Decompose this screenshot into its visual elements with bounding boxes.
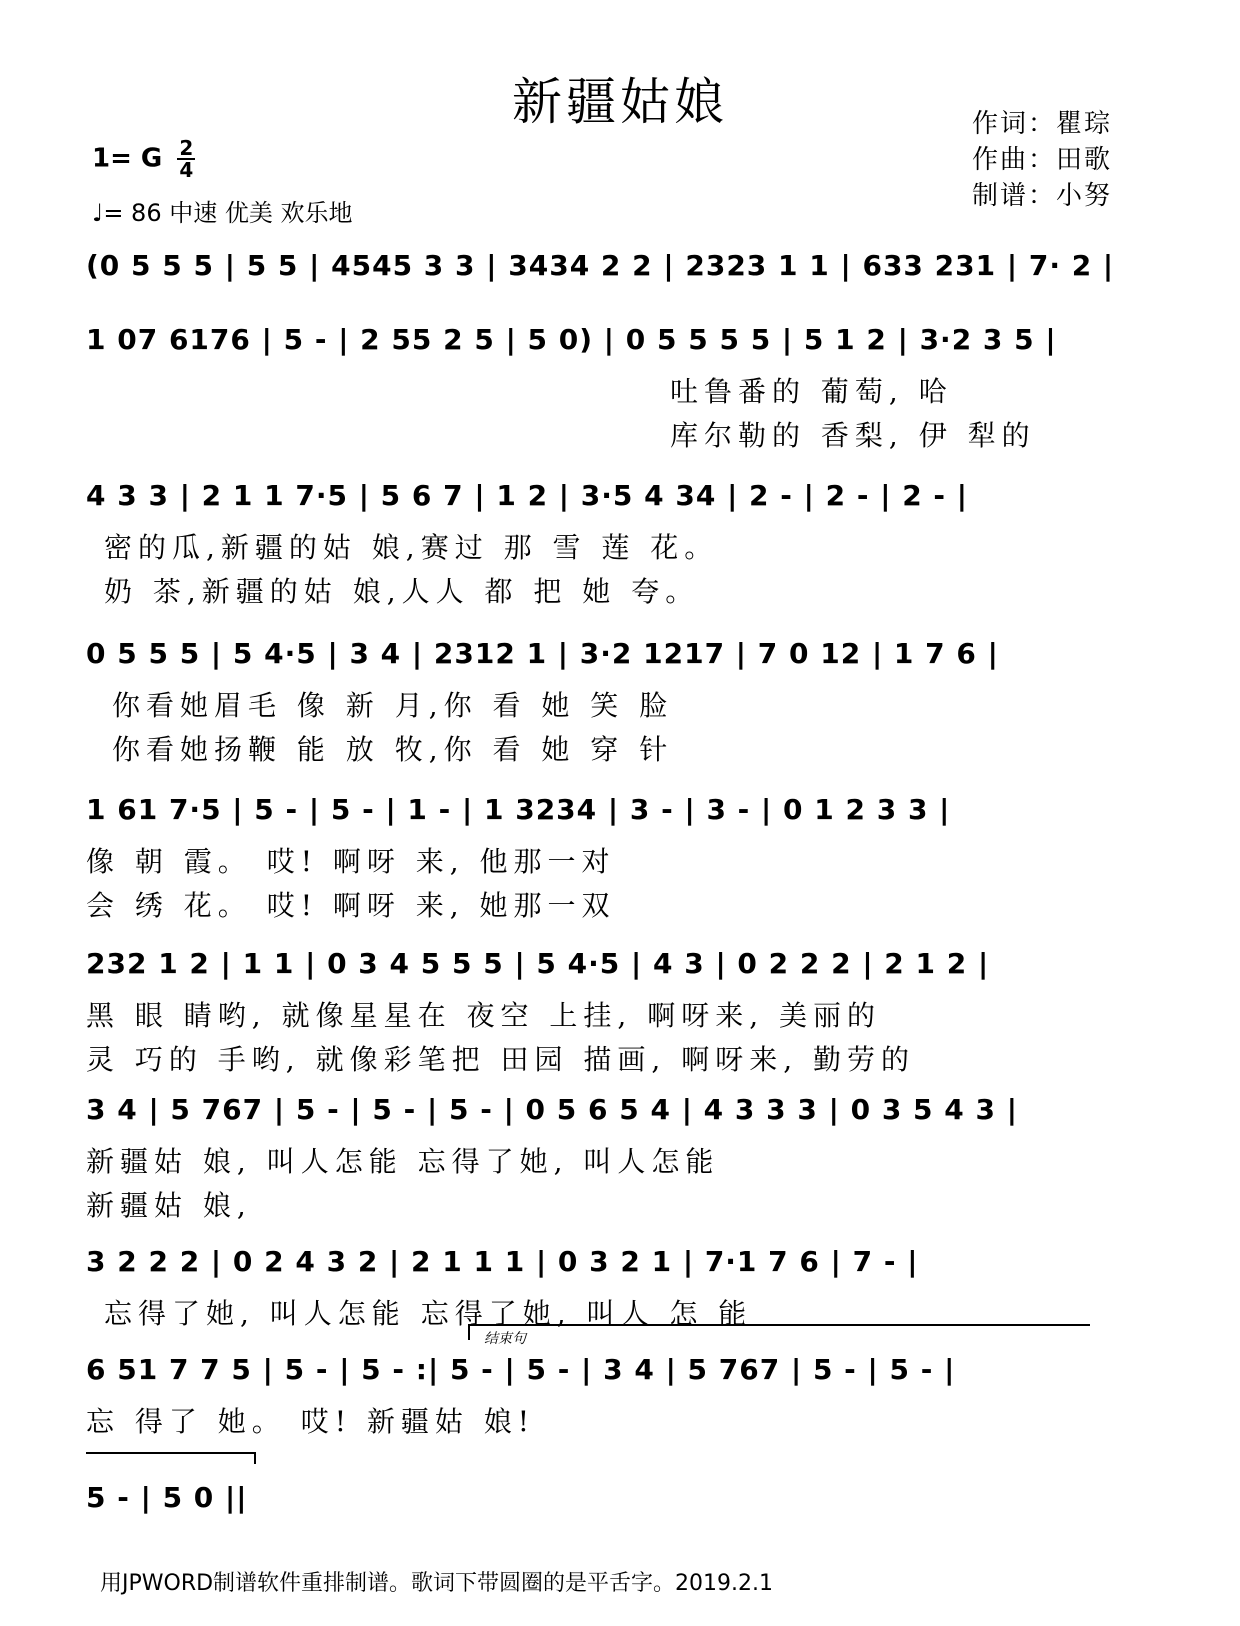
lyric-verse-1: 你看她眉毛 像 新 月,你 看 她 笑 脸 (112, 689, 674, 722)
ending-bracket-continuation (86, 1452, 256, 1464)
lyric-verse-1: 吐鲁番的 葡萄, 哈 (670, 375, 953, 408)
lyric-verse-2: 奶 茶,新疆的姑 娘,人人 都 把 她 夸。 (104, 575, 700, 608)
notes-line: 232 1 2 | 1 1 | 0 3 4 5 5 5 | 5 4·5 | 4 3 | 0 2 2 2 | 2 1 2 | (86, 947, 990, 980)
system-6 (86, 942, 1146, 1092)
notes-line: 1 07 6176 | 5 - | 2 55 2 5 | 5 0) | 0 5 5 5 5 | 5 1 2 | 3·2 3 5 | (86, 323, 1057, 356)
lyric-verse-2: 库尔勒的 香梨, 伊 犁的 (670, 419, 1036, 452)
engraver: 制谱：小努 (972, 181, 1113, 211)
composer: 作曲：田歌 (972, 145, 1113, 175)
credits (972, 106, 1112, 214)
lyric-verse-2: 新疆姑 娘, (86, 1189, 252, 1222)
system-10 (86, 1476, 266, 1626)
song-title: 新疆姑娘 (512, 73, 728, 131)
lyric-verse-2: 灵 巧的 手哟, 就像彩笔把 田园 描画, 啊呀来, 勤劳的 (86, 1043, 916, 1076)
notes-line: 1 61 7·5 | 5 - | 5 - | 1 - | 1 3234 | 3 - | 3 - | 0 1 2 3 3 | (86, 793, 951, 826)
lyric-verse-1: 黑 眼 睛哟, 就像星星在 夜空 上挂, 啊呀来, 美丽的 (86, 999, 882, 1032)
system-7 (86, 1088, 1146, 1238)
ending-bracket (468, 1324, 1090, 1347)
footer-note: 用JPWORD制谱软件重排制谱。歌词下带圆圈的是平舌字。2019.2.1 (100, 1571, 774, 1596)
system-4 (86, 632, 1146, 782)
system-5 (86, 788, 1146, 938)
time-signature (177, 138, 195, 180)
lyricist: 作词：瞿琮 (972, 109, 1113, 139)
lyric-verse-2: 你看她扬鞭 能 放 牧,你 看 她 穿 针 (112, 733, 674, 766)
lyric-verse-1: 忘 得了 她。 哎! 新疆姑 娘! (86, 1405, 536, 1438)
time-bottom: 4 (179, 158, 194, 182)
system-2 (86, 318, 1146, 468)
lyric-verse-1: 新疆姑 娘, 叫人怎能 忘得了她, 叫人怎能 (86, 1145, 720, 1178)
lyric-verse-1: 密的瓜,新疆的姑 娘,赛过 那 雪 莲 花。 (104, 531, 719, 564)
key-text: 1= G (92, 143, 163, 174)
notes-line: 3 4 | 5 767 | 5 - | 5 - | 5 - | 0 5 6 5 4 | 4 3 3 3 | 0 3 5 4 3 | (86, 1093, 1018, 1126)
ending-label: 结束句 (484, 1331, 526, 1347)
lyric-verse-1: 忘得了她, 叫人怎能 忘得了她, 叫人 怎 能 (104, 1297, 753, 1330)
notes-line: (0 5 5 5 | 5 5 | 4545 3 3 | 3434 2 2 | 2323 1 1 | 633 231 | 7· 2 | (86, 249, 1115, 282)
system-3 (86, 474, 1146, 624)
notes-line: 0 5 5 5 | 5 4·5 | 3 4 | 2312 1 | 3·2 1217 | 7 0 12 | 1 7 6 | (86, 637, 999, 670)
tempo-marking: ♩= 86 中速 优美 欢乐地 (92, 199, 353, 227)
notes-line: 3 2 2 2 | 0 2 4 3 2 | 2 1 1 1 | 0 3 2 1 | 7·1 7 6 | 7 - | (86, 1245, 919, 1278)
notes-line: 4 3 3 | 2 1 1 7·5 | 5 6 7 | 1 2 | 3·5 4 34 | 2 - | 2 - | 2 - | (86, 479, 969, 512)
time-top: 2 (179, 136, 194, 160)
notes-line: 5 - | 5 0 || (86, 1481, 248, 1514)
lyric-verse-2: 会 绣 花。 哎! 啊呀 来, 她那一双 (86, 889, 616, 922)
key-signature (92, 138, 195, 180)
notes-line: 6 51 7 7 5 | 5 - | 5 - :| 5 - | 5 - | 3 4 | 5 767 | 5 - | 5 - | (86, 1353, 956, 1386)
lyric-verse-1: 像 朝 霞。 哎! 啊呀 来, 他那一对 (86, 845, 616, 878)
